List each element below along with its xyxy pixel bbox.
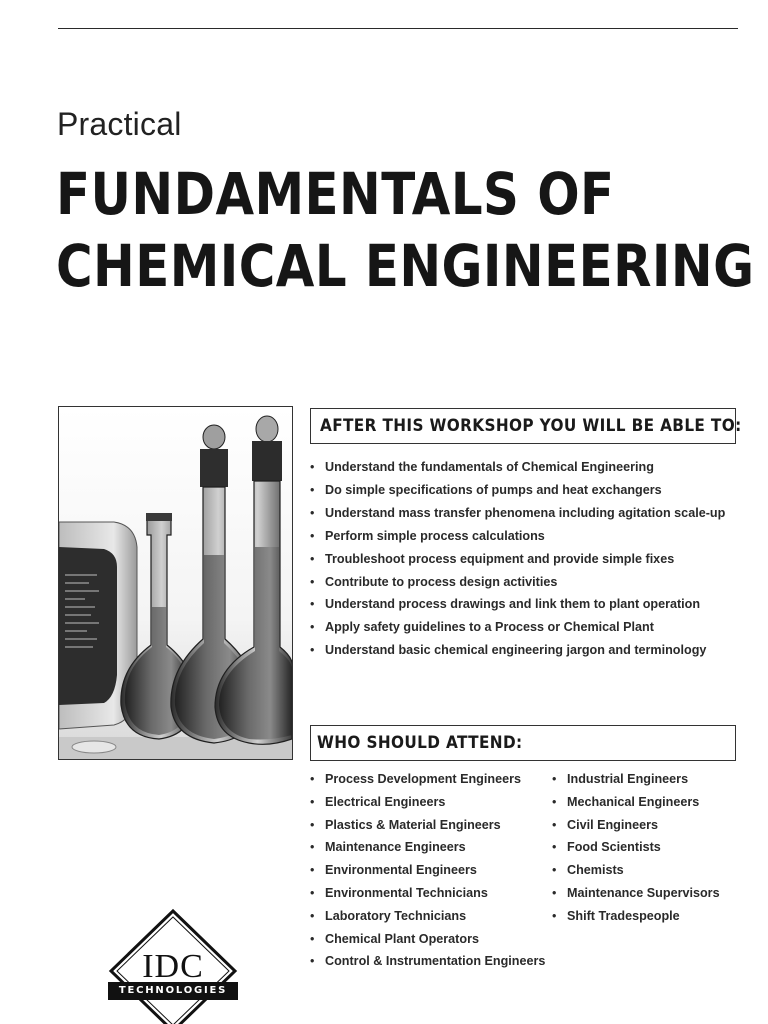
outcome-item: • Understand basic chemical engineering jargon and terminology xyxy=(310,639,725,662)
top-divider xyxy=(58,28,738,29)
outcome-item: • Understand process drawings and link them to plant operation xyxy=(310,593,725,616)
outcomes-heading-box xyxy=(310,408,742,444)
attendees-list-right xyxy=(552,768,720,928)
page-title-line-2: CHEMICAL ENGINEERING xyxy=(56,232,755,300)
page-subtitle: Practical xyxy=(57,106,182,142)
attendee-item: • Chemists xyxy=(552,859,720,882)
attendee-item: • Environmental Technicians xyxy=(310,882,545,905)
outcome-item: • Do simple specifications of pumps and heat exchangers xyxy=(310,479,725,502)
attendee-item: • Electrical Engineers xyxy=(310,791,545,814)
logo-band-text: TECHNOLOGIES xyxy=(118,985,228,996)
attendee-item: • Environmental Engineers xyxy=(310,859,545,882)
outcomes-heading: AFTER THIS WORKSHOP YOU WILL BE ABLE TO: xyxy=(320,416,742,436)
outcome-item: • Contribute to process design activities xyxy=(310,571,725,594)
laboratory-glassware-photo xyxy=(58,406,293,760)
outcome-item: • Understand mass transfer phenomena including agitation scale-up xyxy=(310,502,725,525)
attendees-heading: WHO SHOULD ATTEND: xyxy=(317,733,523,753)
attendee-item: • Mechanical Engineers xyxy=(552,791,720,814)
attendee-item: • Plastics & Material Engineers xyxy=(310,814,545,837)
attendee-item: • Process Development Engineers xyxy=(310,768,545,791)
attendee-item: • Food Scientists xyxy=(552,836,720,859)
attendee-item: • Industrial Engineers xyxy=(552,768,720,791)
outcome-item: • Apply safety guidelines to a Process or Chemical Plant xyxy=(310,616,725,639)
outcome-item: • Troubleshoot process equipment and provide simple fixes xyxy=(310,548,725,571)
attendee-item: • Chemical Plant Operators xyxy=(310,928,545,951)
attendee-item: • Maintenance Engineers xyxy=(310,836,545,859)
attendees-heading-box xyxy=(310,725,736,761)
attendee-item: • Shift Tradespeople xyxy=(552,905,720,928)
page-title-line-1: FUNDAMENTALS OF xyxy=(56,160,615,228)
outcome-item: • Understand the fundamentals of Chemical Engineering xyxy=(310,456,725,479)
page-title xyxy=(56,158,754,302)
idc-technologies-logo xyxy=(108,908,238,1024)
outcomes-list xyxy=(310,456,725,662)
attendee-item: • Civil Engineers xyxy=(552,814,720,837)
attendee-item: • Laboratory Technicians xyxy=(310,905,545,928)
attendees-list-left xyxy=(310,768,545,973)
logo-letters: IDC xyxy=(142,948,204,985)
attendee-item: • Maintenance Supervisors xyxy=(552,882,720,905)
outcome-item: • Perform simple process calculations xyxy=(310,525,725,548)
attendee-item: • Control & Instrumentation Engineers xyxy=(310,950,545,973)
